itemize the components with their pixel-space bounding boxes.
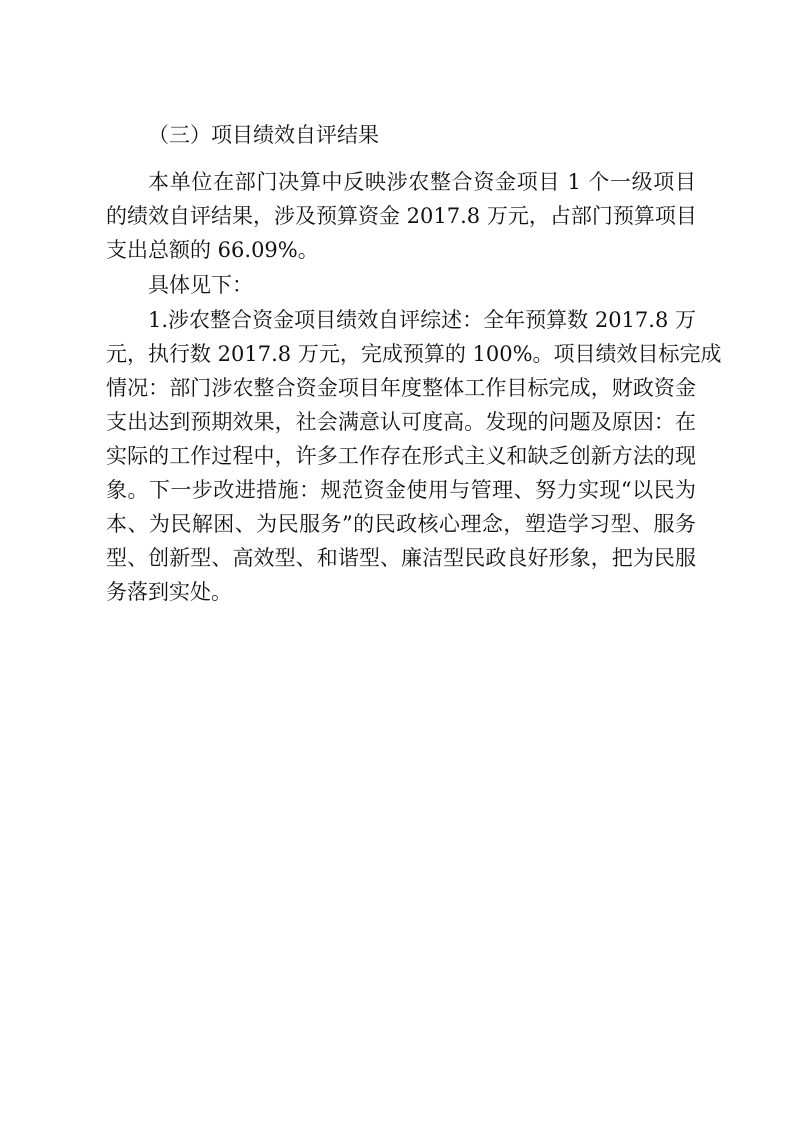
document-body <box>106 118 722 609</box>
paragraph-self-evaluation-summary <box>106 165 696 267</box>
text-line: 务落到实处。 <box>106 580 232 604</box>
text-line: 1.涉农整合资金项目绩效自评综述：全年预算数 2017.8 万 <box>148 308 696 332</box>
text-line: 本单位在部门决算中反映涉农整合资金项目 1 个一级项目 <box>148 170 696 194</box>
text-line: 实际的工作过程中，许多工作存在形式主义和缺乏创新方法的现 <box>106 444 696 468</box>
text-line: 型、创新型、高效型、和谐型、廉洁型民政良好形象，把为民服 <box>106 546 696 570</box>
text-line: 具体见下： <box>148 273 253 297</box>
section-heading: （三）项目绩效自评结果 <box>148 123 379 147</box>
text-line: 元，执行数 2017.8 万元，完成预算的 100%。项目绩效目标完成 <box>106 342 722 366</box>
text-line: 支出总额的 66.09%。 <box>106 238 319 262</box>
text-line: 支出达到预期效果，社会满意认可度高。发现的问题及原因：在 <box>106 410 696 434</box>
text-line: 本、为民解困、为民服务”的民政核心理念，塑造学习型、服务 <box>106 512 696 536</box>
paragraph-details-intro <box>106 268 696 302</box>
text-line: 的绩效自评结果，涉及预算资金 2017.8 万元，占部门预算项目 <box>106 204 697 228</box>
paragraph-project-review <box>106 303 722 609</box>
text-line: 象。下一步改进措施：规范资金使用与管理、努力实现“以民为 <box>106 478 696 502</box>
text-line: 情况：部门涉农整合资金项目年度整体工作目标完成，财政资金 <box>106 376 696 400</box>
